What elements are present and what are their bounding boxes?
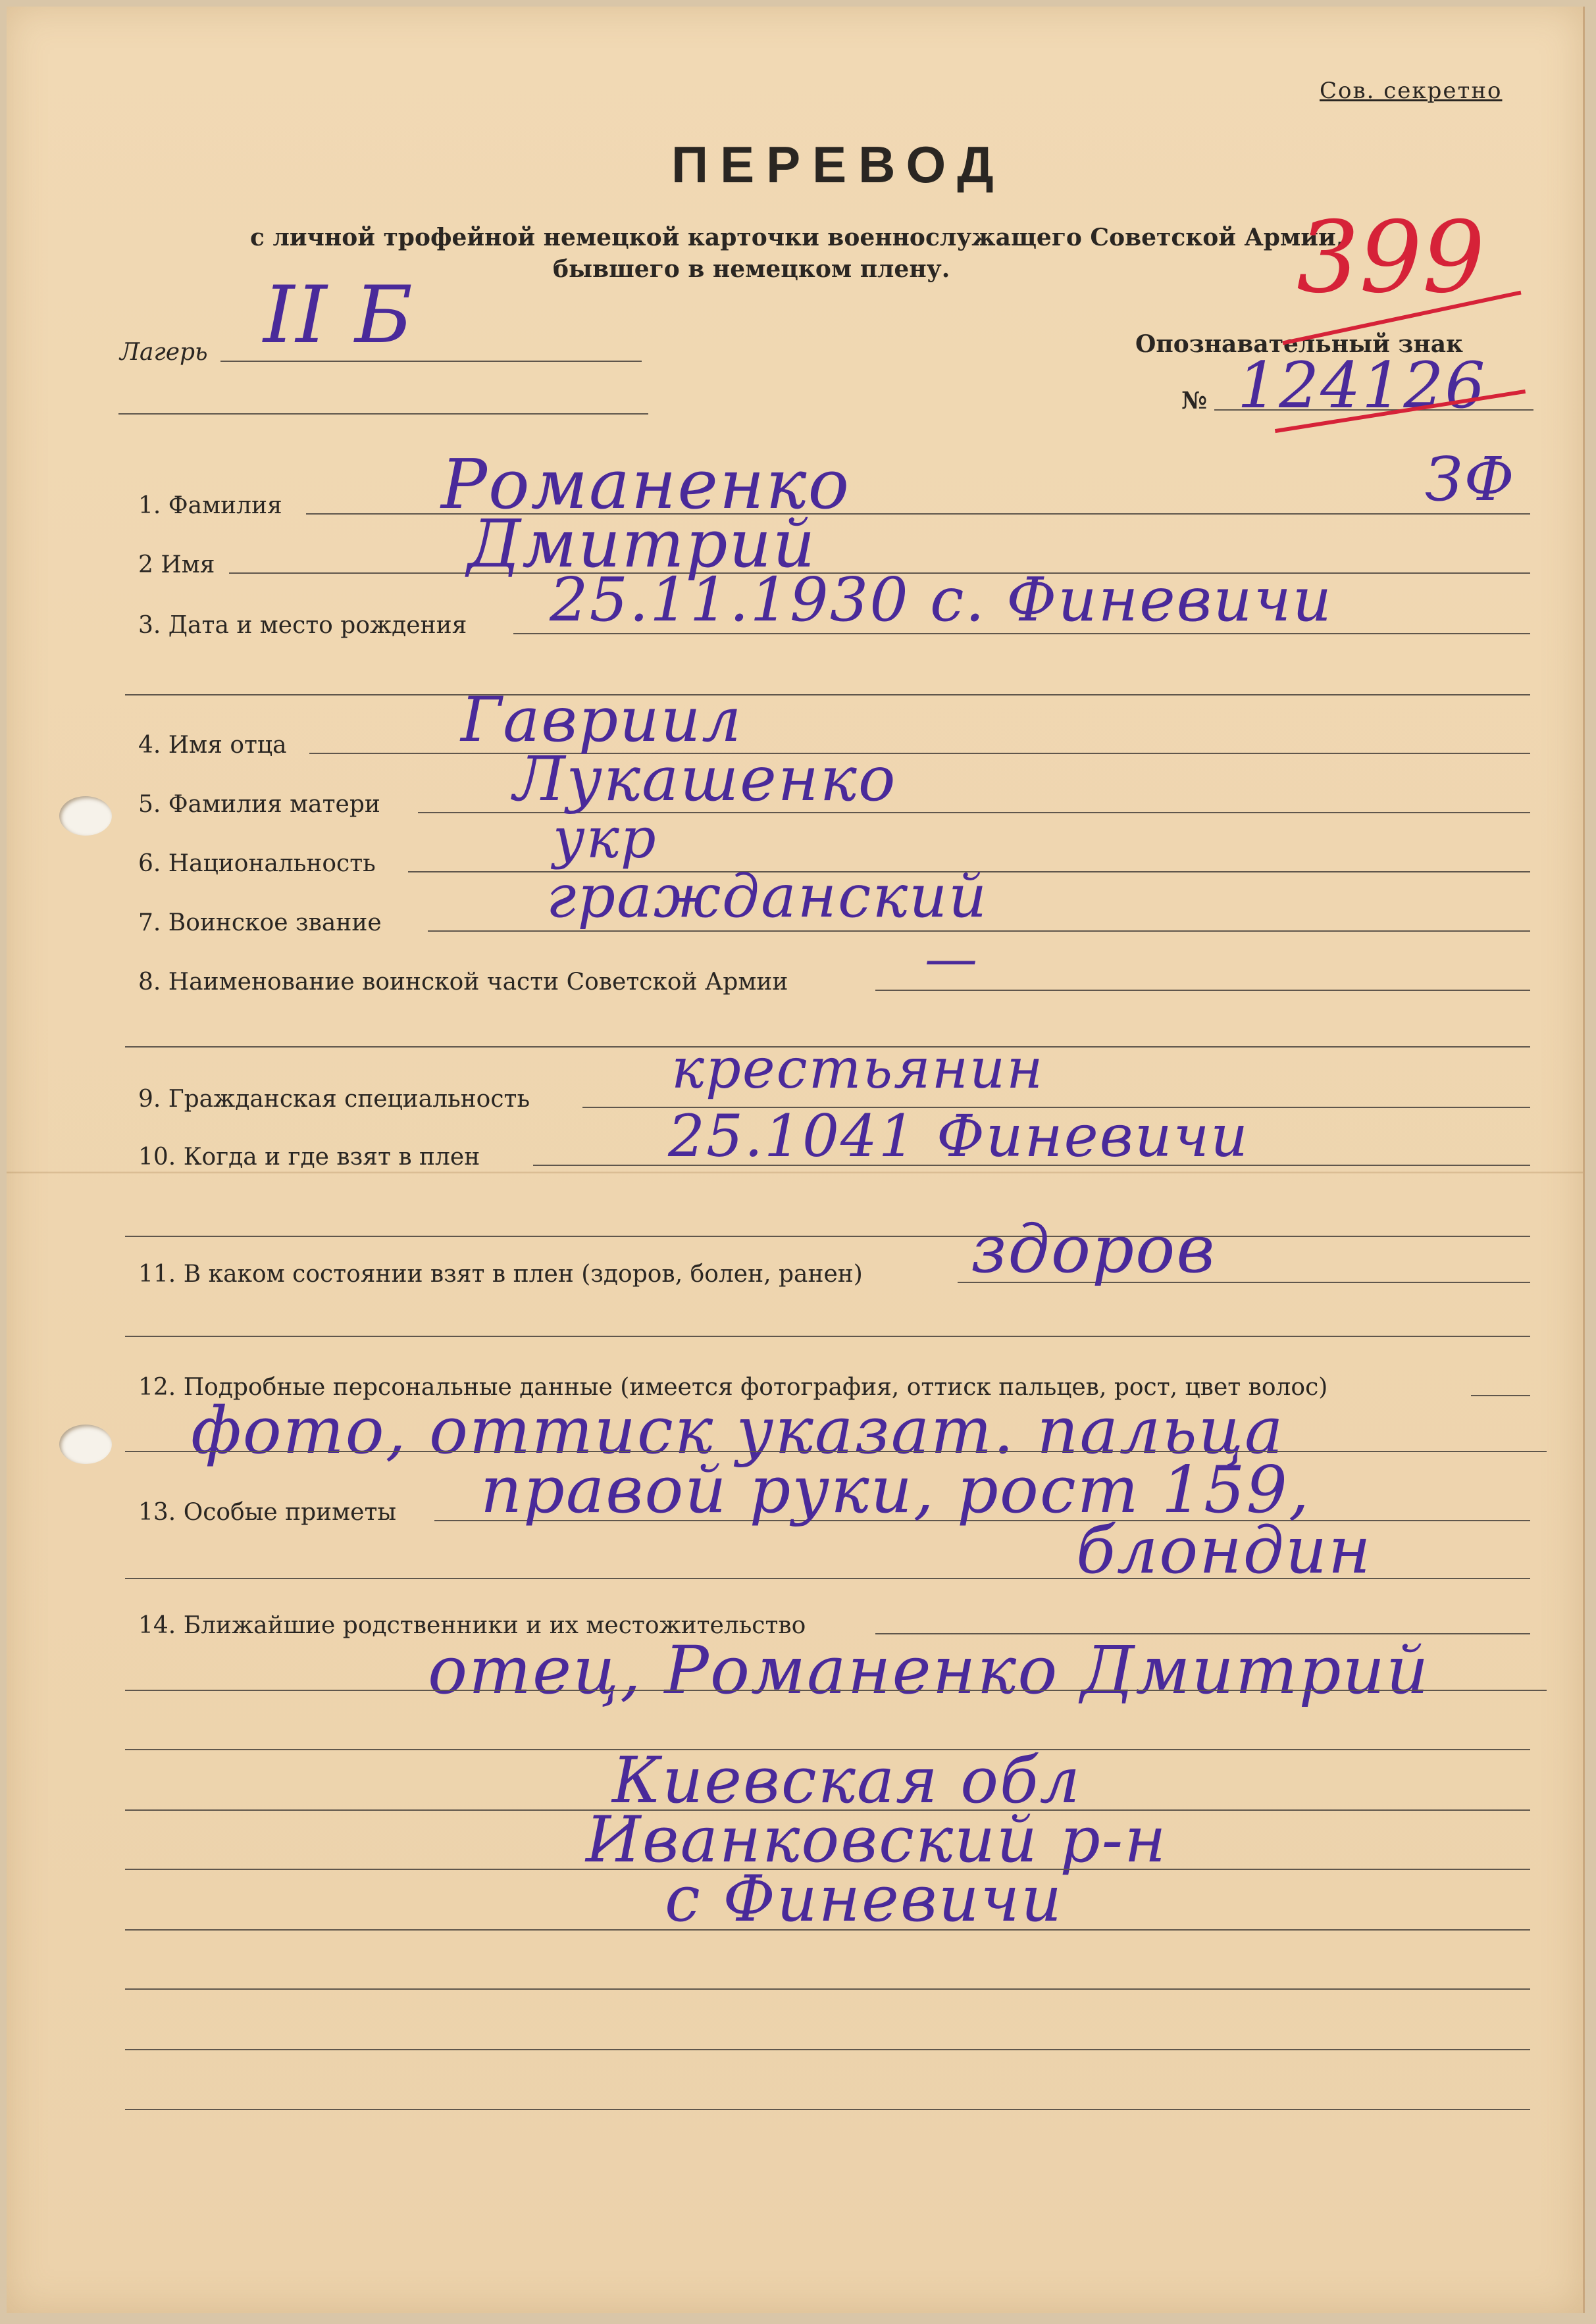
field-12-value: фото, оттиск указат. пальца	[191, 1394, 1285, 1469]
field-5-value: Лукашенко	[513, 744, 897, 815]
punch-hole-bottom	[59, 1425, 112, 1464]
field-6-value: укр	[553, 806, 657, 871]
field-5-label: 5. Фамилия матери	[138, 791, 380, 818]
id-tag-label: Опознавательный знак	[1135, 330, 1464, 358]
camp-value: II Б	[263, 270, 415, 361]
subtitle-line-2: бывшего в немецком плену.	[553, 255, 950, 283]
field-13-value: правой руки, рост 159,	[480, 1453, 1311, 1528]
field-2-label: 2 Имя	[138, 551, 215, 578]
punch-hole-top	[59, 796, 112, 836]
field-13-label: 13. Особые приметы	[138, 1499, 397, 1526]
field-11-label: 11. В каком состоянии взят в плен (здоров, болен, ранен)	[138, 1261, 863, 1288]
field-12-line-2	[125, 1451, 1547, 1452]
field-1-value: Романенко	[441, 444, 851, 524]
field-14-line-8	[125, 2049, 1530, 2050]
fold-crease	[7, 1171, 1583, 1174]
red-number-mark: 399	[1297, 201, 1485, 315]
field-10-line-2	[125, 1236, 1530, 1237]
relatives-line-4: с Финевичи	[665, 1862, 1064, 1936]
side-mark: ЗФ	[1425, 444, 1516, 515]
field-14-line-9	[125, 2109, 1530, 2110]
relatives-line-1: отец, Романенко Дмитрий	[428, 1632, 1430, 1709]
id-number-label: №	[1181, 387, 1208, 415]
field-14-line-2	[125, 1690, 1547, 1691]
camp-line-2	[118, 413, 648, 415]
field-8-label: 8. Наименование воинской части Советской Армии	[138, 969, 788, 996]
camp-label: Лагерь	[120, 339, 208, 366]
document-sheet	[7, 7, 1585, 2313]
field-10-value: 25.1041 Финевичи	[668, 1102, 1249, 1170]
field-2-value: Дмитрий	[467, 505, 817, 582]
field-8-value: —	[925, 928, 979, 989]
field-12-label: 12. Подробные персональные данные (имеется фотография, оттиск пальцев, рост, цвет волос)	[138, 1374, 1328, 1401]
field-8-line	[875, 990, 1530, 991]
relatives-line-2: Киевская обл	[612, 1744, 1081, 1817]
field-9-value: крестьянин	[671, 1036, 1044, 1101]
classification-mark: Сов. секретно	[1320, 78, 1503, 104]
relatives-line-3: Иванковский р-н	[586, 1803, 1168, 1877]
field-13-line-2	[125, 1578, 1530, 1579]
field-14-line-7	[125, 1988, 1530, 1990]
field-7-value: гражданский	[546, 862, 989, 931]
field-3-line-2	[125, 694, 1530, 695]
field-3-label: 3. Дата и место рождения	[138, 612, 467, 639]
field-6-label: 6. Национальность	[138, 850, 376, 877]
field-1-label: 1. Фамилия	[138, 492, 282, 519]
field-13-value-2: блондин	[1076, 1513, 1372, 1588]
field-10-label: 10. Когда и где взят в плен	[138, 1144, 480, 1171]
field-14-line-6	[125, 1929, 1530, 1931]
field-12-line	[1471, 1395, 1530, 1396]
field-11-value: здоров	[971, 1211, 1216, 1288]
field-4-label: 4. Имя отца	[138, 732, 287, 759]
page-title: ПЕРЕВОД	[671, 136, 1006, 193]
id-number-value: 124126	[1237, 349, 1487, 422]
field-3-value: 25.11.1930 с. Финевичи	[550, 565, 1333, 635]
subtitle-line-1: с личной трофейной немецкой карточки военнослужащего Советской Армии,	[250, 224, 1345, 251]
field-4-value: Гавриил	[461, 684, 743, 756]
field-9-label: 9. Гражданская специальность	[138, 1086, 530, 1113]
field-7-label: 7. Воинское звание	[138, 909, 382, 936]
field-11-line-2	[125, 1336, 1530, 1337]
field-14-label: 14. Ближайшие родственники и их местожительство	[138, 1612, 806, 1639]
